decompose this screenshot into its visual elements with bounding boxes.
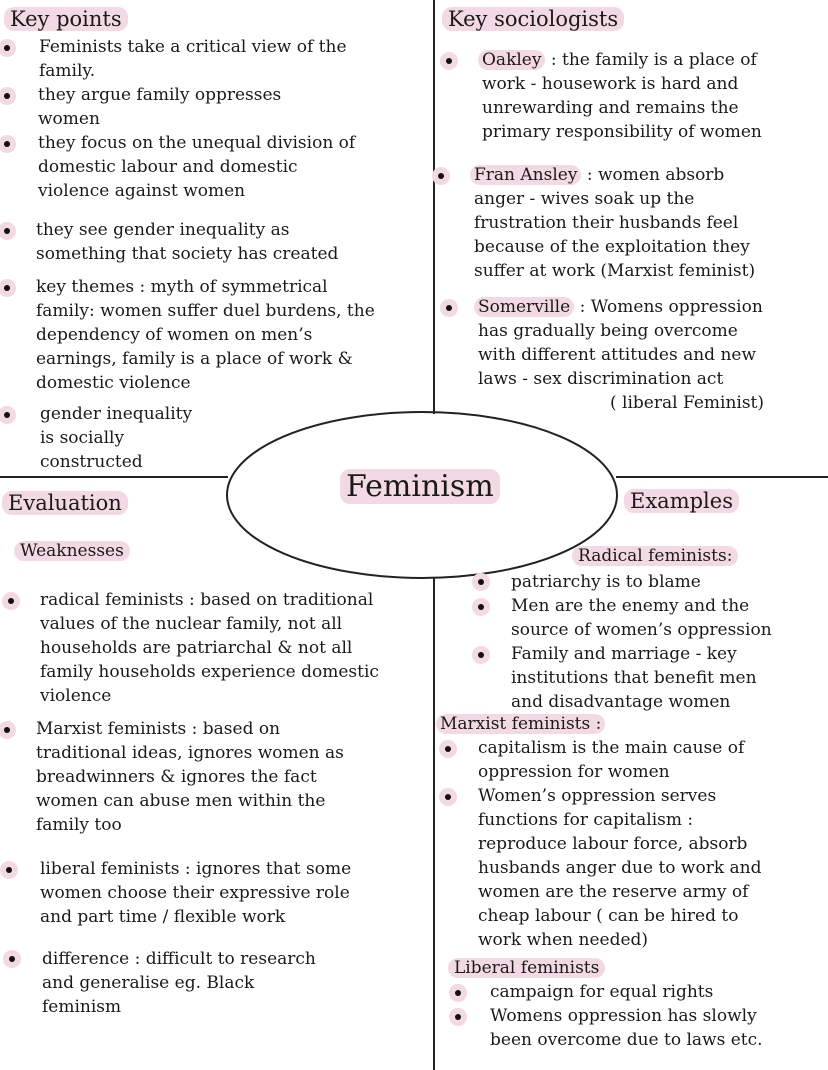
text-line: husbands anger due to work and — [478, 858, 762, 878]
marxist-feminists-heading — [436, 713, 605, 735]
bullet-icon — [432, 167, 450, 185]
bullet-icon — [2, 592, 20, 610]
text-line: Womens oppression has slowly — [490, 1006, 757, 1026]
text-line: liberal feminists : ignores that some — [40, 859, 352, 879]
text-line: Marxist feminists : based on — [36, 719, 281, 739]
list-item — [39, 35, 347, 83]
text-line: Women’s oppression serves — [478, 786, 717, 806]
text-line: and part time / flexible work — [40, 907, 286, 927]
text-line: Radical feminists: — [572, 546, 738, 566]
text-line: family too — [36, 815, 122, 835]
bullet-icon — [440, 299, 458, 317]
text-line: with different attitudes and new — [478, 345, 757, 365]
text-line: work - housework is hard and — [482, 74, 739, 94]
list-item — [36, 717, 344, 837]
text-line: Key sociologists — [442, 7, 624, 31]
text-line: Feminists take a critical view of the — [39, 37, 347, 57]
text-line: domestic labour and domestic — [38, 157, 298, 177]
text-line: has gradually being overcome — [478, 321, 738, 341]
text-line: traditional ideas, ignores women as — [36, 743, 344, 763]
text-line: women are the reserve army of — [478, 882, 749, 902]
text-line: violence against women — [38, 181, 246, 201]
text-line: they focus on the unequal division of — [38, 133, 356, 153]
text-line: is socially — [40, 428, 125, 448]
text-line: dependency of women on men’s — [36, 325, 313, 345]
liberal-feminists-heading — [448, 957, 605, 979]
text-line: unrewarding and remains the — [482, 98, 739, 118]
text-line: suffer at work (Marxist feminist) — [474, 261, 756, 281]
text-line: been overcome due to laws etc. — [490, 1030, 763, 1050]
list-item — [36, 275, 375, 395]
text-line: cheap labour ( can be hired to — [478, 906, 739, 926]
text-line: women — [38, 109, 100, 129]
text-line: Somerville — [474, 297, 574, 317]
text-line: primary responsibility of women — [482, 122, 762, 142]
text-line: key themes : myth of symmetrical — [36, 277, 328, 297]
text-line: they argue family oppresses — [38, 85, 282, 105]
text-line: Key points — [4, 7, 128, 31]
list-item — [511, 570, 701, 594]
list-item — [511, 642, 757, 714]
bullet-icon — [472, 598, 490, 616]
list-item — [490, 1004, 763, 1052]
text-line: breadwinners & ignores the fact — [36, 767, 317, 787]
evaluation-heading — [2, 490, 128, 516]
list-item — [478, 736, 744, 784]
bullet-icon — [472, 573, 490, 591]
text-line: patriarchy is to blame — [511, 572, 701, 592]
text-line: capitalism is the main cause of — [478, 738, 745, 758]
text-line: Fran Ansley — [470, 165, 581, 185]
list-item — [490, 980, 713, 1004]
text-line: because of the exploitation they — [474, 237, 750, 257]
text-line: Men are the enemy and the — [511, 596, 750, 616]
text-line: households are patriarchal & not all — [40, 638, 353, 658]
text-line: radical feminists : based on traditional — [40, 590, 374, 610]
text-line: Evaluation — [2, 491, 128, 515]
text-line: family households experience domestic — [40, 662, 379, 682]
list-item — [36, 218, 338, 266]
text-line: violence — [40, 686, 112, 706]
list-item — [42, 947, 316, 1019]
text-line: Oakley — [478, 50, 545, 70]
list-item — [511, 594, 772, 642]
text-line: family: women suffer duel burdens, the — [36, 301, 375, 321]
text-line: they see gender inequality as — [36, 220, 290, 240]
text-line: Family and marriage - key — [511, 644, 737, 664]
text-line: Marxist feminists : — [436, 714, 605, 734]
radical-feminists-heading — [572, 545, 738, 567]
bullet-icon — [440, 52, 458, 70]
text-line: feminism — [42, 997, 122, 1017]
text-line: : Womens oppression — [574, 297, 763, 317]
list-item — [40, 402, 192, 474]
text-line: values of the nuclear family, not all — [40, 614, 343, 634]
weaknesses-subheading — [14, 540, 130, 562]
text-line: campaign for equal rights — [490, 982, 714, 1002]
text-line: : women absorb — [581, 165, 725, 185]
sociologist-somerville — [474, 295, 764, 415]
text-line: anger - wives soak up the — [474, 189, 695, 209]
list-item — [40, 857, 351, 929]
bullet-icon — [449, 1008, 467, 1026]
text-line: and generalise eg. Black — [42, 973, 255, 993]
text-line: functions for capitalism : — [478, 810, 694, 830]
text-line: frustration their husbands feel — [474, 213, 739, 233]
text-line: source of women’s oppression — [511, 620, 772, 640]
bullet-icon — [449, 984, 467, 1002]
text-line: Liberal feminists — [448, 958, 605, 978]
center-title — [340, 470, 500, 504]
sociologist-oakley — [478, 48, 762, 144]
text-line: laws - sex discrimination act — [478, 369, 724, 389]
bullet-icon — [3, 950, 21, 968]
list-item — [40, 588, 379, 708]
text-line: Feminism — [340, 469, 500, 504]
bullet-icon — [439, 788, 457, 806]
text-line: oppression for women — [478, 762, 670, 782]
text-line: earnings, family is a place of work & — [36, 349, 353, 369]
text-line: something that society has created — [36, 244, 339, 264]
key-sociologists-heading — [442, 6, 624, 32]
text-line: constructed — [40, 452, 143, 472]
text-line: difference : difficult to research — [42, 949, 316, 969]
text-line: work when needed) — [478, 930, 649, 950]
list-item — [38, 131, 355, 203]
text-line: women can abuse men within the — [36, 791, 326, 811]
text-line: family. — [39, 61, 96, 81]
text-line: gender inequality — [40, 404, 193, 424]
bullet-icon — [472, 646, 490, 664]
sociologist-fran-ansley — [470, 163, 755, 283]
text-line: institutions that benefit men — [511, 668, 757, 688]
text-line: domestic violence — [36, 373, 191, 393]
text-line: and disadvantage women — [511, 692, 731, 712]
text-line: reproduce labour force, absorb — [478, 834, 748, 854]
list-item — [38, 83, 281, 131]
bullet-icon — [439, 740, 457, 758]
bullet-icon — [0, 861, 18, 879]
key-points-heading — [4, 6, 128, 32]
text-line: Weaknesses — [14, 541, 130, 561]
text-line: : the family is a place of — [545, 50, 757, 70]
text-line: ( liberal Feminist) — [610, 393, 765, 413]
text-line: women choose their expressive role — [40, 883, 350, 903]
list-item — [478, 784, 762, 952]
examples-heading — [624, 488, 739, 514]
text-line: Examples — [624, 489, 739, 513]
